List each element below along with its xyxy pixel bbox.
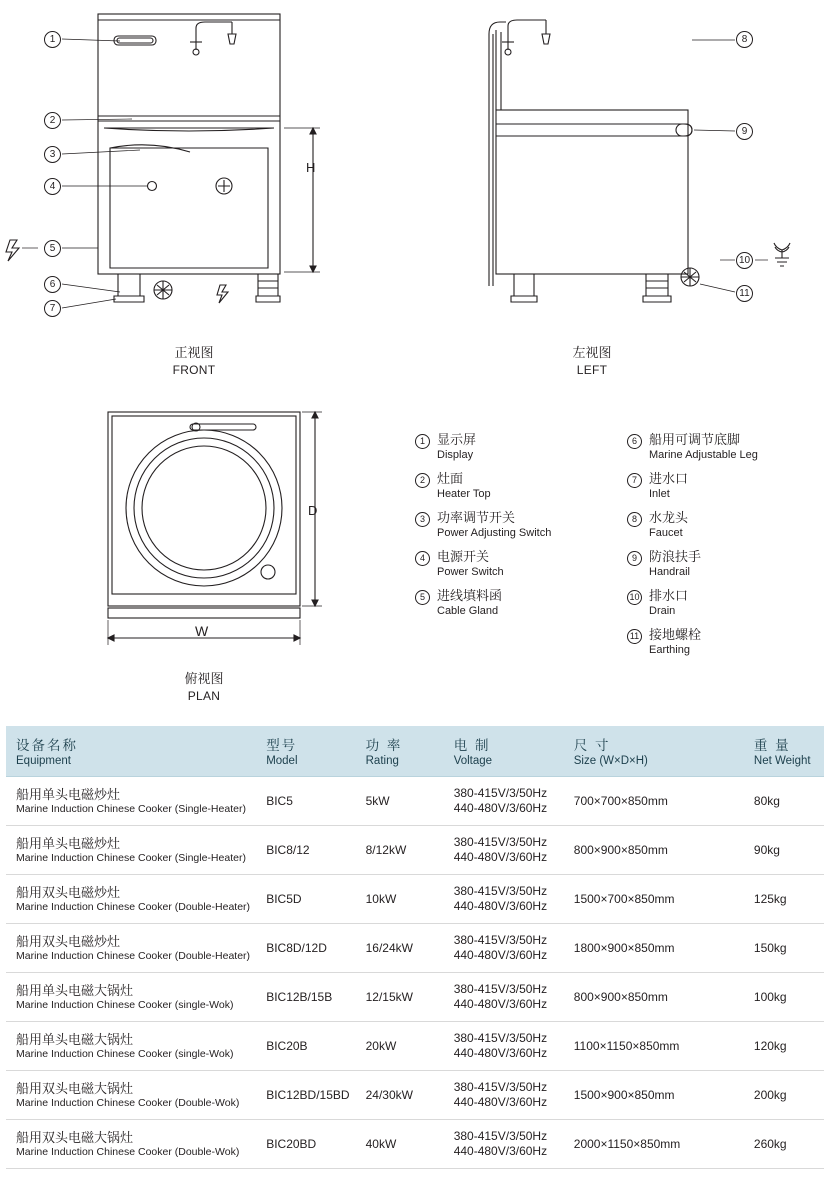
cell-weight: 125kg [744,875,824,924]
legend-badge-11: 11 [627,629,642,644]
cell-model: BIC5D [256,875,355,924]
callout-1: 1 [44,31,61,48]
header-equipment-cn: 设备名称 [16,738,78,753]
legend-label-en-6: Marine Adjustable Leg [649,449,758,461]
table-row [6,1120,824,1169]
legend-label-en-8: Faucet [649,527,683,539]
front-view-caption [124,344,264,378]
voltage-60hz: 440-480V/3/60Hz [453,899,548,913]
cell-rating: 8/12kW [356,826,444,875]
cell-weight: 150kg [744,924,824,973]
equipment-name-en: Marine Induction Chinese Cooker (Double-Wok) [16,1096,240,1109]
voltage-60hz: 440-480V/3/60Hz [453,1046,548,1060]
callout-2: 2 [44,112,61,129]
equipment-name-cn: 船用单头电磁大锅灶 [16,1031,134,1047]
cell-equipment [6,826,256,875]
equipment-name-cn: 船用单头电磁炒灶 [16,835,121,851]
cell-equipment [6,875,256,924]
legend-column-right [627,432,815,666]
plan-view-caption [134,670,274,704]
cell-weight: 90kg [744,826,824,875]
cell-voltage [444,1022,564,1071]
voltage-50hz: 380-415V/3/50Hz [453,1129,548,1143]
legend-label-cn-5: 进线填料函 [437,588,503,603]
cell-size: 800×900×850mm [564,826,744,875]
header-size-en: Size (W×D×H) [573,755,648,767]
cell-size: 1800×900×850mm [564,924,744,973]
cell-voltage [444,1071,564,1120]
callout-3: 3 [44,146,61,163]
legend-label-cn-6: 船用可调节底脚 [649,432,741,447]
legend-label-cn-11: 接地螺栓 [649,627,702,642]
voltage-50hz: 380-415V/3/50Hz [453,1080,548,1094]
header-rating [356,726,444,777]
dimension-d-label: D [308,503,318,518]
front-view-caption-en: FRONT [172,362,216,377]
voltage-50hz: 380-415V/3/50Hz [453,933,548,947]
header-rating-en: Rating [365,755,399,767]
table-row [6,777,824,826]
legend-label-en-7: Inlet [649,488,670,500]
cell-rating: 12/15kW [356,973,444,1022]
cell-rating: 10kW [356,875,444,924]
table-row [6,973,824,1022]
cell-voltage [444,826,564,875]
cell-voltage [444,777,564,826]
equipment-name-en: Marine Induction Chinese Cooker (Double-Heater) [16,900,251,913]
voltage-50hz: 380-415V/3/50Hz [453,786,548,800]
voltage-50hz: 380-415V/3/50Hz [453,884,548,898]
equipment-name-cn: 船用双头电磁炒灶 [16,884,121,900]
callout-10: 10 [736,252,753,269]
legend-item-power-adjusting-switch [415,510,603,540]
table-row [6,1022,824,1071]
legend-label-en-3: Power Adjusting Switch [437,527,552,539]
header-equipment-en: Equipment [16,755,71,767]
table-body [6,777,824,1169]
header-weight [744,726,824,777]
cell-size: 1500×900×850mm [564,1071,744,1120]
header-size [564,726,744,777]
specification-table [6,726,824,1169]
header-voltage-en: Voltage [453,755,493,767]
dimension-w-label: W [195,623,209,639]
voltage-60hz: 440-480V/3/60Hz [453,1095,548,1109]
callout-9: 9 [736,123,753,140]
cell-weight: 100kg [744,973,824,1022]
legend-label-cn-2: 灶面 [437,471,464,486]
header-model-cn: 型号 [266,738,298,753]
voltage-60hz: 440-480V/3/60Hz [453,1144,548,1158]
voltage-60hz: 440-480V/3/60Hz [453,997,548,1011]
legend-label-cn-7: 进水口 [649,471,689,486]
cell-equipment [6,973,256,1022]
legend-item-heater-top [415,471,603,501]
equipment-name-en: Marine Induction Chinese Cooker (single-Wok) [16,998,234,1011]
legend-label-en-9: Handrail [649,566,690,578]
header-weight-cn: 重 量 [753,738,791,753]
voltage-50hz: 380-415V/3/50Hz [453,982,548,996]
cell-model: BIC20BD [256,1120,355,1169]
voltage-60hz: 440-480V/3/60Hz [453,850,548,864]
equipment-name-cn: 船用单头电磁大锅灶 [16,982,134,998]
cell-size: 1100×1150×850mm [564,1022,744,1071]
table-row [6,924,824,973]
cell-model: BIC12BD/15BD [256,1071,355,1120]
cell-rating: 5kW [356,777,444,826]
cell-voltage [444,924,564,973]
legend-label-en-11: Earthing [649,644,690,656]
legend-item-marine-adjustable-leg [627,432,815,462]
cell-model: BIC8D/12D [256,924,355,973]
legend-label-cn-9: 防浪扶手 [649,549,702,564]
cell-model: BIC12B/15B [256,973,355,1022]
equipment-name-en: Marine Induction Chinese Cooker (Single-Heater) [16,851,246,864]
cell-equipment [6,1071,256,1120]
callout-11: 11 [736,285,753,302]
legend-badge-10: 10 [627,590,642,605]
table-row [6,1071,824,1120]
legend-item-display [415,432,603,462]
header-equipment [6,726,256,777]
legend-label-cn-3: 功率调节开关 [437,510,516,525]
legend-label-cn-4: 电源开关 [437,549,490,564]
legend-label-en-10: Drain [649,605,676,617]
callout-8: 8 [736,31,753,48]
equipment-name-cn: 船用双头电磁炒灶 [16,933,121,949]
legend-item-drain [627,588,815,618]
callout-6: 6 [44,276,61,293]
equipment-name-cn: 船用双头电磁大锅灶 [16,1080,134,1096]
legend-badge-8: 8 [627,512,642,527]
table-row [6,826,824,875]
cell-equipment [6,1120,256,1169]
cell-rating: 16/24kW [356,924,444,973]
legend-item-cable-gland [415,588,603,618]
cell-weight: 200kg [744,1071,824,1120]
cell-weight: 260kg [744,1120,824,1169]
front-view-caption-cn: 正视图 [174,345,214,360]
legend-badge-9: 9 [627,551,642,566]
legend-badge-3: 3 [415,512,430,527]
left-view-caption [522,344,662,378]
parts-legend [415,432,815,666]
left-view-caption-cn: 左视图 [572,345,612,360]
legend-badge-4: 4 [415,551,430,566]
legend-label-en-4: Power Switch [437,566,504,578]
voltage-50hz: 380-415V/3/50Hz [453,835,548,849]
table-row [6,875,824,924]
legend-badge-1: 1 [415,434,430,449]
legend-item-inlet [627,471,815,501]
legend-label-en-5: Cable Gland [437,605,499,617]
cell-voltage [444,1120,564,1169]
header-model-en: Model [266,755,298,767]
cell-rating: 20kW [356,1022,444,1071]
legend-badge-7: 7 [627,473,642,488]
header-rating-cn: 功 率 [365,738,403,753]
legend-item-earthing [627,627,815,657]
dimension-h-label: H [306,160,316,175]
plan-view-caption-en: PLAN [187,688,221,703]
plan-view-caption-cn: 俯视图 [184,671,224,686]
cell-equipment [6,924,256,973]
legend-label-cn-8: 水龙头 [649,510,689,525]
voltage-60hz: 440-480V/3/60Hz [453,948,548,962]
callout-5: 5 [44,240,61,257]
cell-model: BIC20B [256,1022,355,1071]
cell-voltage [444,973,564,1022]
legend-badge-6: 6 [627,434,642,449]
legend-item-handrail [627,549,815,579]
cell-rating: 24/30kW [356,1071,444,1120]
equipment-name-en: Marine Induction Chinese Cooker (single-Wok) [16,1047,234,1060]
header-size-cn: 尺 寸 [573,738,611,753]
cell-weight: 80kg [744,777,824,826]
cell-model: BIC5 [256,777,355,826]
equipment-name-cn: 船用双头电磁大锅灶 [16,1129,134,1145]
left-view-caption-en: LEFT [576,362,608,377]
legend-label-cn-1: 显示屏 [437,432,477,447]
equipment-name-en: Marine Induction Chinese Cooker (Double-Wok) [16,1145,240,1158]
voltage-60hz: 440-480V/3/60Hz [453,801,548,815]
legend-item-faucet [627,510,815,540]
equipment-name-en: Marine Induction Chinese Cooker (Double-Heater) [16,949,251,962]
callout-7: 7 [44,300,61,317]
equipment-name-cn: 船用单头电磁炒灶 [16,786,121,802]
cell-size: 800×900×850mm [564,973,744,1022]
voltage-50hz: 380-415V/3/50Hz [453,1031,548,1045]
cell-weight: 120kg [744,1022,824,1071]
cell-equipment [6,777,256,826]
header-weight-en: Net Weight [753,755,811,767]
legend-label-cn-10: 排水口 [649,588,689,603]
header-model [256,726,355,777]
legend-label-en-1: Display [437,449,474,461]
cell-size: 2000×1150×850mm [564,1120,744,1169]
cell-size: 700×700×850mm [564,777,744,826]
cell-rating: 40kW [356,1120,444,1169]
header-voltage-cn: 电 制 [453,738,491,753]
header-voltage [444,726,564,777]
legend-item-power-switch [415,549,603,579]
equipment-name-en: Marine Induction Chinese Cooker (Single-Heater) [16,802,246,815]
cell-voltage [444,875,564,924]
legend-column-left [415,432,603,666]
table-header-row [6,726,824,777]
legend-badge-2: 2 [415,473,430,488]
legend-label-en-2: Heater Top [437,488,491,500]
callout-4: 4 [44,178,61,195]
cell-size: 1500×700×850mm [564,875,744,924]
cell-model: BIC8/12 [256,826,355,875]
legend-badge-5: 5 [415,590,430,605]
cell-equipment [6,1022,256,1071]
